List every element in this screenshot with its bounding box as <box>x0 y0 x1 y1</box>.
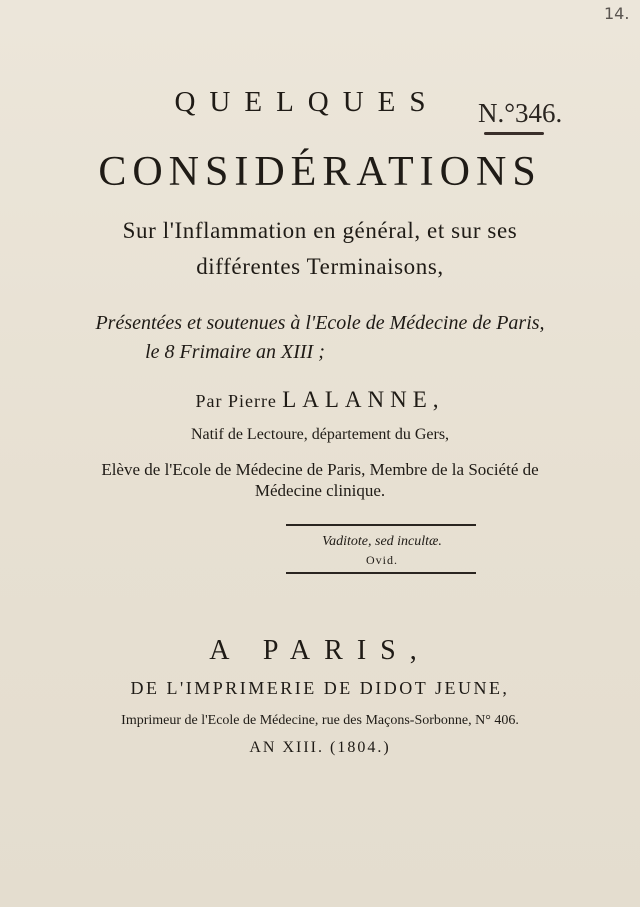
title-line-1: QUELQUES <box>174 86 440 118</box>
imprint-address: Imprimeur de l'Ecole de Médecine, rue des Maçons-Sorbonne, N° 406. <box>121 713 519 728</box>
epigraph-rule-top <box>286 524 476 526</box>
author-prefix: Par Pierre <box>195 391 277 411</box>
subject-line-2: différentes Terminaisons, <box>196 254 444 279</box>
epigraph-quote: Vaditote, sed incultæ. <box>322 534 442 549</box>
author-surname: LALANNE, <box>282 387 445 412</box>
epigraph-source: Ovid. <box>366 553 398 567</box>
presented-line-1: Présentées et soutenues à l'Ecole de Médecine de Paris, <box>95 312 545 334</box>
author-origin: Natif de Lectoure, département du Gers, <box>190 426 450 443</box>
presented-line-2: le 8 Frimaire an XIII ; <box>145 341 325 363</box>
author-status-line-2: Médecine clinique. <box>254 481 386 500</box>
shelf-number: N.°346. <box>478 98 563 128</box>
imprint-city: A PARIS, <box>209 635 431 666</box>
imprint-printer: DE L'IMPRIMERIE DE DIDOT JEUNE, <box>130 678 510 698</box>
handwritten-underline <box>484 132 544 135</box>
author-line <box>0 387 640 413</box>
corner-mark: 14. <box>604 4 630 23</box>
author-status-line-1: Elève de l'Ecole de Médecine de Paris, Membre de la Société de <box>101 460 539 479</box>
title-line-2: CONSIDÉRATIONS <box>98 149 542 195</box>
subject-line-1: Sur l'Inflammation en général, et sur ses <box>122 218 518 243</box>
epigraph-rule-bottom <box>286 572 476 574</box>
imprint-year: AN XIII. (1804.) <box>249 739 391 756</box>
